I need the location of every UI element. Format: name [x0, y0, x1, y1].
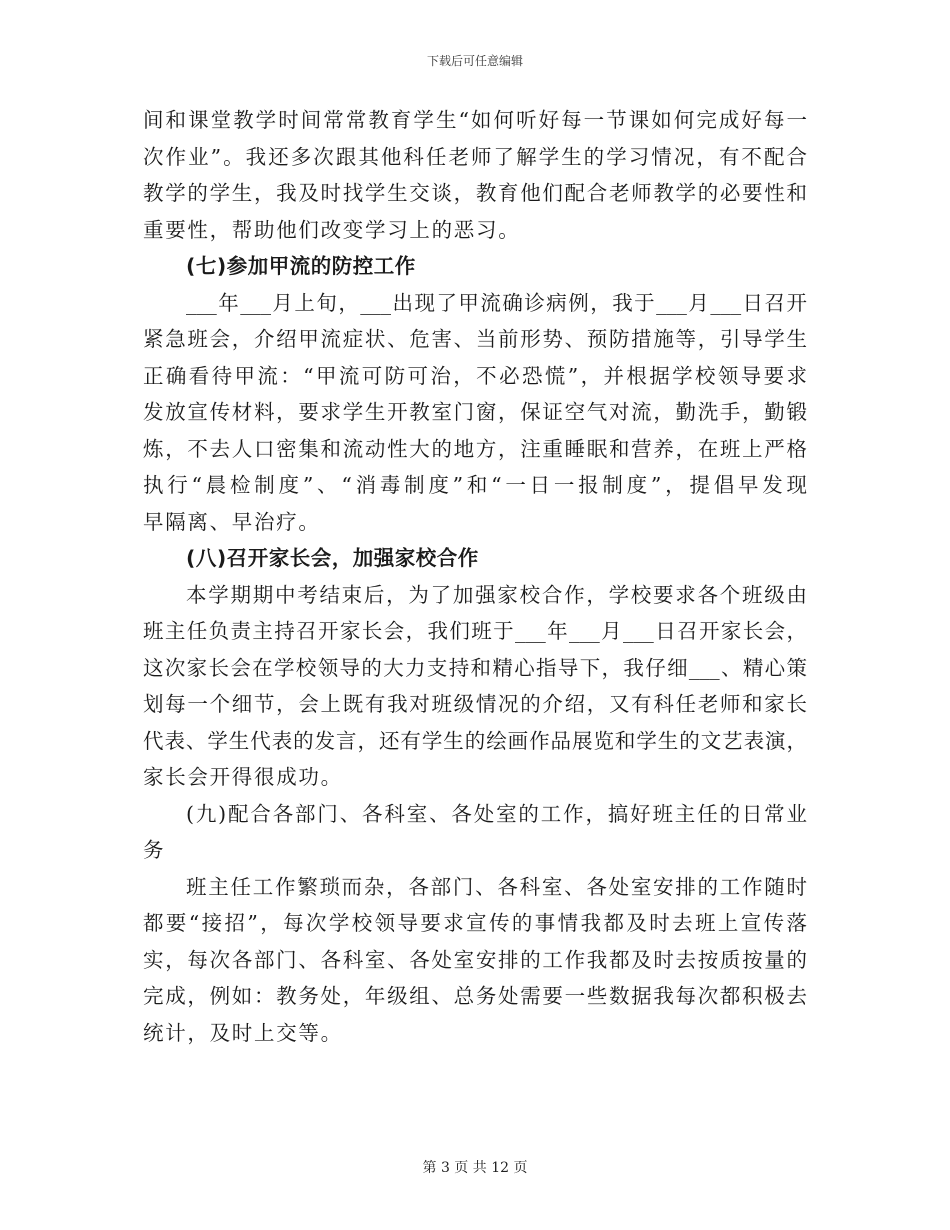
document-body [143, 102, 807, 1051]
section-heading-8: (八)召开家长会，加强家校合作 [186, 546, 479, 570]
body-line: 正确看待甲流：“甲流可防可治，不必恐慌”，并根据学校领导要求 [143, 363, 807, 388]
section-heading-9: (九)配合各部门、各科室、各处室的工作，搞好班主任的日常业 [186, 801, 807, 826]
body-line: 早隔离、早治疗。 [143, 509, 321, 534]
body-line: 教学的学生，我及时找学生交谈，教育他们配合老师教学的必要性和 [143, 181, 807, 205]
body-line: 紧急班会，介绍甲流症状、危害、当前形势、预防措施等，引导学生 [143, 327, 807, 351]
body-line: 都要“接招”，每次学校领导要求宣传的事情我都及时去班上宣传落 [143, 911, 807, 935]
body-line: 务 [143, 838, 166, 862]
body-line: 班主任负责主持召开家长会，我们班于___年___月___日召开家长会， [143, 619, 807, 643]
body-line: ___年___月上旬，___出现了甲流确诊病例，我于___月___日召开 [186, 290, 807, 315]
body-line: 这次家长会在学校领导的大力支持和精心指导下，我仔细___、精心策 [143, 655, 807, 680]
body-line: 本学期期中考结束后，为了加强家校合作，学校要求各个班级由 [186, 582, 807, 607]
body-line: 家长会开得很成功。 [143, 765, 343, 789]
page-footer: 第 3 页 共 12 页 [422, 1160, 528, 1176]
body-line: 实，每次各部门、各科室、各处室安排的工作我都及时去按质按量的 [143, 947, 807, 972]
body-line: 发放宣传材料，要求学生开教室门窗，保证空气对流，勤洗手，勤锻 [143, 400, 807, 424]
body-line: 划每一个细节，会上既有我对班级情况的介绍，又有科任老师和家长 [143, 692, 807, 716]
body-line: 炼，不去人口密集和流动性大的地方，注重睡眠和营养，在班上严格 [143, 436, 807, 461]
body-line: 统计，及时上交等。 [143, 1020, 343, 1045]
body-line: 完成，例如：教务处，年级组、总务处需要一些数据我每次都积极去 [143, 984, 807, 1008]
page-header: 下载后可任意编辑 [426, 54, 523, 68]
body-line: 执行“晨检制度”、“消毒制度”和“一日一报制度”，提倡早发现 [143, 473, 807, 497]
body-line: 重要性，帮助他们改变学习上的恶习。 [143, 217, 521, 242]
section-heading-7: (七)参加甲流的防控工作 [186, 254, 416, 278]
body-line: 次作业”。我还多次跟其他科任老师了解学生的学习情况，有不配合 [143, 144, 807, 169]
body-line: 代表、学生代表的发言，还有学生的绘画作品展览和学生的文艺表演， [143, 728, 807, 753]
body-line: 班主任工作繁琐而杂，各部门、各科室、各处室安排的工作随时 [186, 874, 807, 899]
body-line: 间和课堂教学时间常常教育学生“如何听好每一节课如何完成好每一 [143, 108, 807, 132]
